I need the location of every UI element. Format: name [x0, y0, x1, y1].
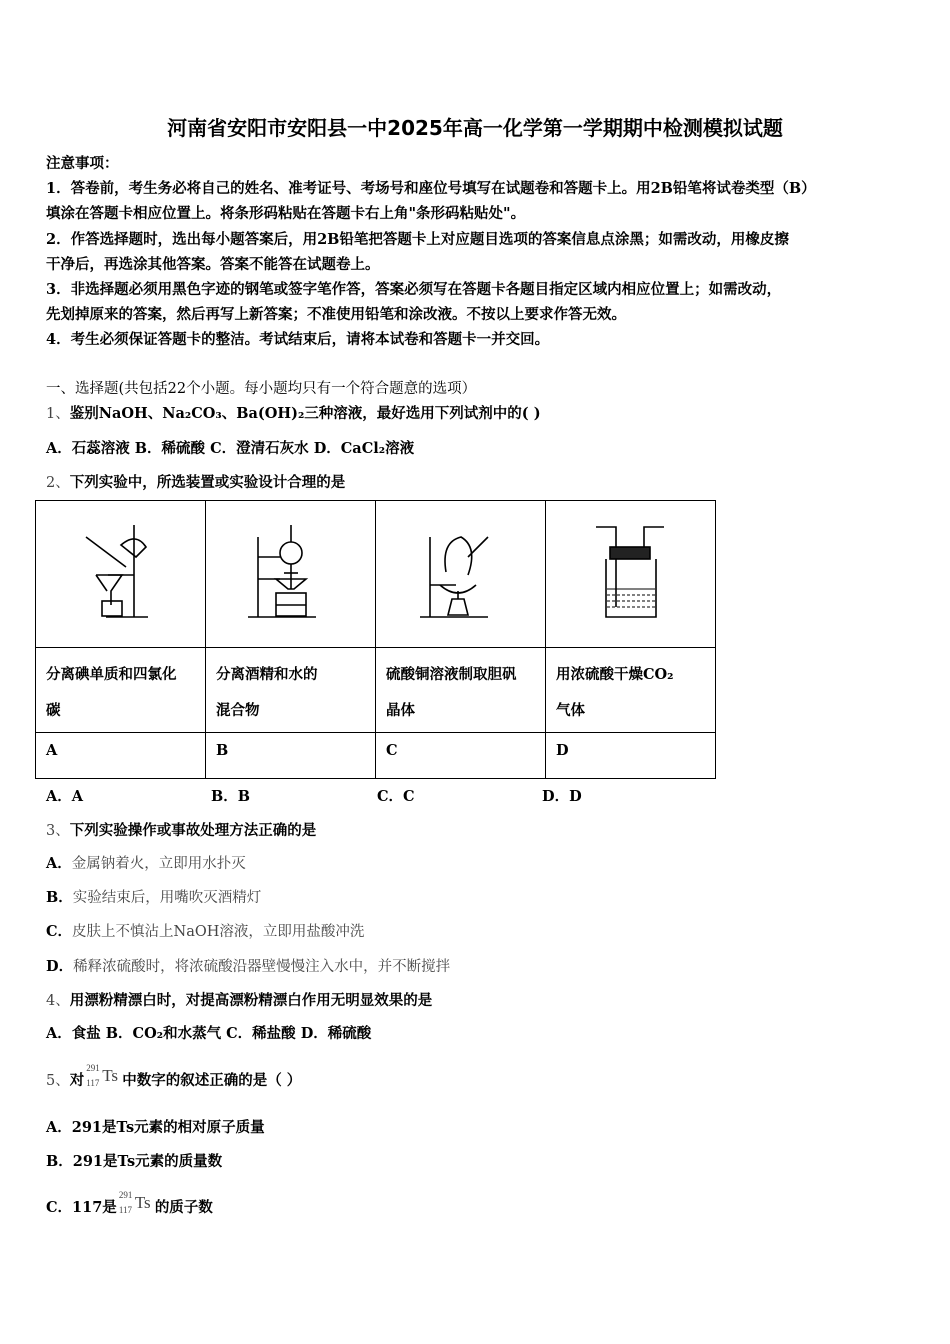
notice-line: 1．答卷前，考生务必将自己的姓名、准考证号、考场号和座位号填写在试题卷和答题卡上。用2B铅笔将试卷类型（B）	[46, 180, 816, 197]
question-5: 5、对 291 117 Ts 中数字的叙述正确的是（ ）	[46, 1063, 302, 1089]
question-5-option: C．117是 291 117 Ts 的质子数	[46, 1190, 213, 1216]
separatory-funnel-icon	[236, 517, 346, 627]
experiment-desc: 用浓硫酸干燥CO₂ 气体	[546, 648, 716, 733]
question-stem: 下列实验中，所选装置或实验设计合理的是	[69, 474, 346, 491]
section-heading: 一、选择题(共包括22个小题。每小题均只有一个符合题意的选项）	[46, 381, 477, 397]
question-stem: 用漂粉精漂白时，对提高漂粉精漂白作用无明显效果的是	[69, 992, 433, 1009]
question-5-option: A．291是Ts元素的相对原子质量	[46, 1119, 265, 1136]
question-number: 2、	[46, 475, 70, 491]
question-number: 1、	[46, 406, 70, 422]
question-number: 3、	[46, 823, 70, 839]
question-1	[46, 402, 541, 423]
question-number: 4、	[46, 993, 70, 1009]
nuclide-symbol: 291 117 Ts	[86, 1063, 119, 1088]
question-1-options: A．石蕊溶液 B．稀硫酸 C．澄清石灰水 D．CaCl₂溶液	[46, 440, 415, 457]
question-3-option: A．金属钠着火，立即用水扑灭	[46, 855, 246, 872]
question-2-option: B．B	[211, 788, 251, 805]
question-stem: 鉴别NaOH、Na₂CO₃、Ba(OH)₂三种溶液，最好选用下列试剂中的( )	[69, 405, 541, 422]
question-5-option: B．291是Ts元素的质量数	[46, 1153, 223, 1170]
experiment-table	[35, 500, 716, 779]
question-3	[46, 819, 316, 840]
question-4-options: A．食盐 B．CO₂和水蒸气 C．稀盐酸 D．稀硫酸	[46, 1025, 372, 1042]
question-2-option: A．A	[46, 788, 84, 805]
question-3-option: C．皮肤上不慎沾上NaOH溶液，立即用盐酸冲洗	[46, 923, 365, 940]
question-2	[46, 471, 345, 492]
question-2-option: C．C	[377, 788, 415, 805]
experiment-desc: 分离酒精和水的 混合物	[206, 648, 376, 733]
notice-heading: 注意事项：	[46, 155, 119, 172]
experiment-image-cell	[206, 501, 376, 648]
experiment-image-cell	[36, 501, 206, 648]
notice-line: 4．考生必须保证答题卡的整洁。考试结束后，请将本试卷和答题卡一并交回。	[46, 331, 550, 348]
notice-line: 填涂在答题卡相应位置上。将条形码粘贴在答题卡右上角"条形码粘贴处"。	[46, 205, 526, 222]
experiment-letter: A	[36, 733, 206, 779]
question-3-option: D．稀释浓硫酸时，将浓硫酸沿器壁慢慢注入水中，并不断搅拌	[46, 958, 451, 975]
experiment-letter: B	[206, 733, 376, 779]
experiment-letter: D	[546, 733, 716, 779]
question-stem: 下列实验操作或事故处理方法正确的是	[69, 822, 317, 839]
question-3-option: B．实验结束后，用嘴吹灭酒精灯	[46, 889, 262, 906]
experiment-image-cell	[546, 501, 716, 648]
question-2-option: D．D	[542, 788, 582, 805]
notice-line: 2．作答选择题时，选出每小题答案后，用2B铅笔把答题卡上对应题目选项的答案信息点涂黑；如需改动，用橡皮擦	[46, 231, 789, 248]
nuclide-symbol: 291 117 Ts	[118, 1190, 151, 1215]
notice-line: 干净后，再选涂其他答案。答案不能答在试题卷上。	[46, 256, 380, 273]
filtration-apparatus-icon	[66, 517, 176, 627]
experiment-desc: 硫酸铜溶液制取胆矾 晶体	[376, 648, 546, 733]
question-number: 5、	[46, 1073, 70, 1089]
evaporation-apparatus-icon	[406, 517, 516, 627]
gas-washing-bottle-icon	[576, 517, 686, 627]
experiment-letter: C	[376, 733, 546, 779]
page-title: 河南省安阳市安阳县一中2025年高一化学第一学期期中检测模拟试题	[167, 116, 783, 140]
experiment-desc: 分离碘单质和四氯化 碳	[36, 648, 206, 733]
question-4	[46, 989, 432, 1010]
notice-line: 3．非选择题必须用黑色字迹的钢笔或签字笔作答，答案必须写在答题卡各题目指定区域内相应位置上；如需改动，	[46, 281, 782, 298]
experiment-image-cell	[376, 501, 546, 648]
notice-line: 先划掉原来的答案，然后再写上新答案；不准使用铅笔和涂改液。不按以上要求作答无效。	[46, 306, 626, 323]
